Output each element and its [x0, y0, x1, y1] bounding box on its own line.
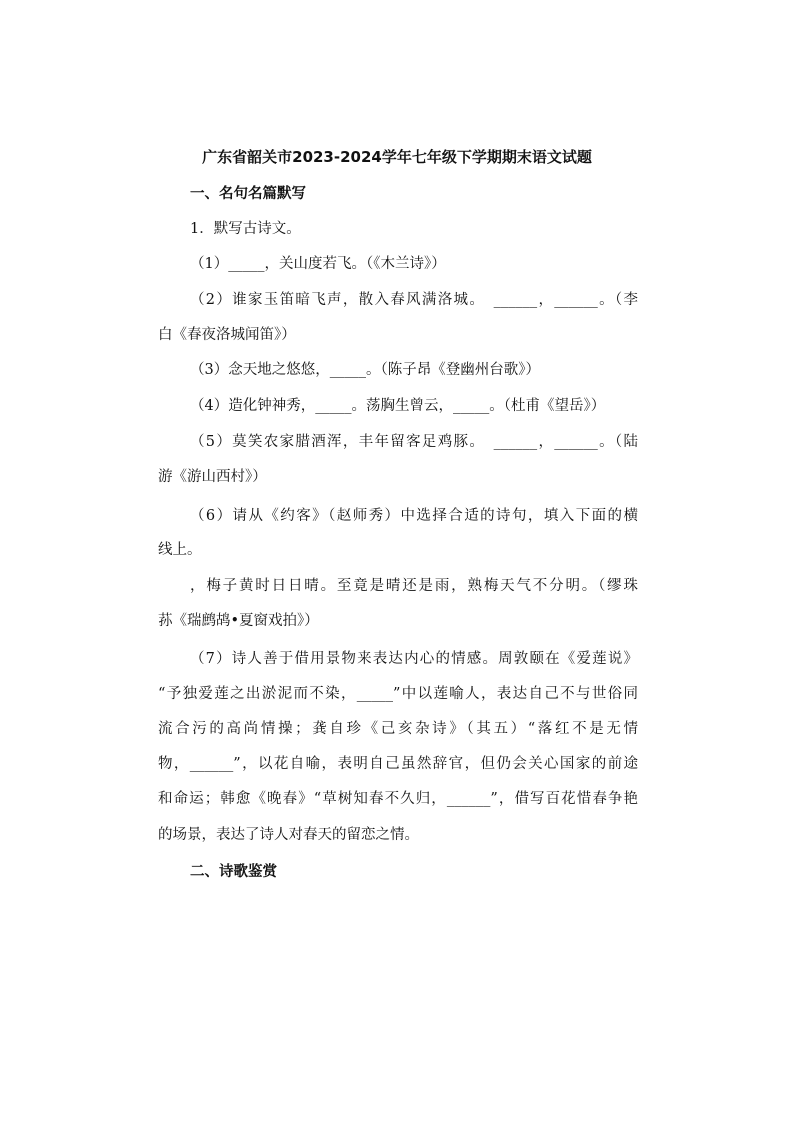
item-6-passage-line-1: ，梅子黄时日日晴。至竟是晴还是雨，熟梅天气不分明。（缪珠: [190, 578, 638, 594]
item-1: （1）_____，关山度若飞。（《木兰诗》）: [190, 256, 446, 272]
section-heading-poetry-appreciation: 二、诗歌鉴赏: [190, 864, 277, 880]
section-heading-recitation: 一、名句名篇默写: [190, 186, 306, 202]
item-2-line-2: 白《春夜洛城闻笛》）: [158, 327, 296, 343]
item-7-line-6: 的场景，表达了诗人对春天的留恋之情。: [158, 827, 419, 843]
question-1-prompt: 1．默写古诗文。: [190, 221, 301, 237]
item-6-line-1: （6）请从《约客》（赵师秀）中选择合适的诗句，填入下面的横: [190, 508, 638, 524]
item-5-line-1: （5）莫笑农家腊酒浑，丰年留客足鸡豚。 ______，______。（陆: [190, 434, 638, 450]
item-2-line-1: （2）谁家玉笛暗飞声，散入春风满洛城。 ______，______。（李: [190, 292, 638, 308]
item-7-line-1: （7）诗人善于借用景物来表达内心的情感。周敦颐在《爱莲说》: [190, 651, 638, 667]
item-7-line-4: 物，______”，以花自喻，表明自己虽然辞官，但仍会关心国家的前途: [158, 756, 638, 772]
item-7-line-3: 流合污的高尚情操；龚自珍《己亥杂诗》（其五）“落红不是无情: [158, 721, 638, 737]
item-3: （3）念天地之悠悠，_____。（陈子昂《登幽州台歌》）: [190, 362, 540, 378]
document-title: 广东省韶关市2023-2024学年七年级下学期期末语文试题: [202, 148, 592, 166]
item-5-line-2: 游《游山西村》）: [158, 469, 267, 485]
item-6-line-2: 线上。: [158, 542, 202, 558]
item-4: （4）造化钟神秀，_____。荡胸生曾云，_____。（杜甫《望岳》）: [190, 398, 606, 414]
item-6-passage-line-2: 荪《瑞鹧鸪•夏窗戏拍》）: [158, 613, 319, 629]
item-7-line-5: 和命运；韩愈《晚春》“草树知春不久归，______”，借写百花惜春争艳: [158, 791, 638, 807]
item-7-line-2: “予独爱莲之出淤泥而不染，_____”中以莲喻人，表达自己不与世俗同: [158, 686, 638, 702]
